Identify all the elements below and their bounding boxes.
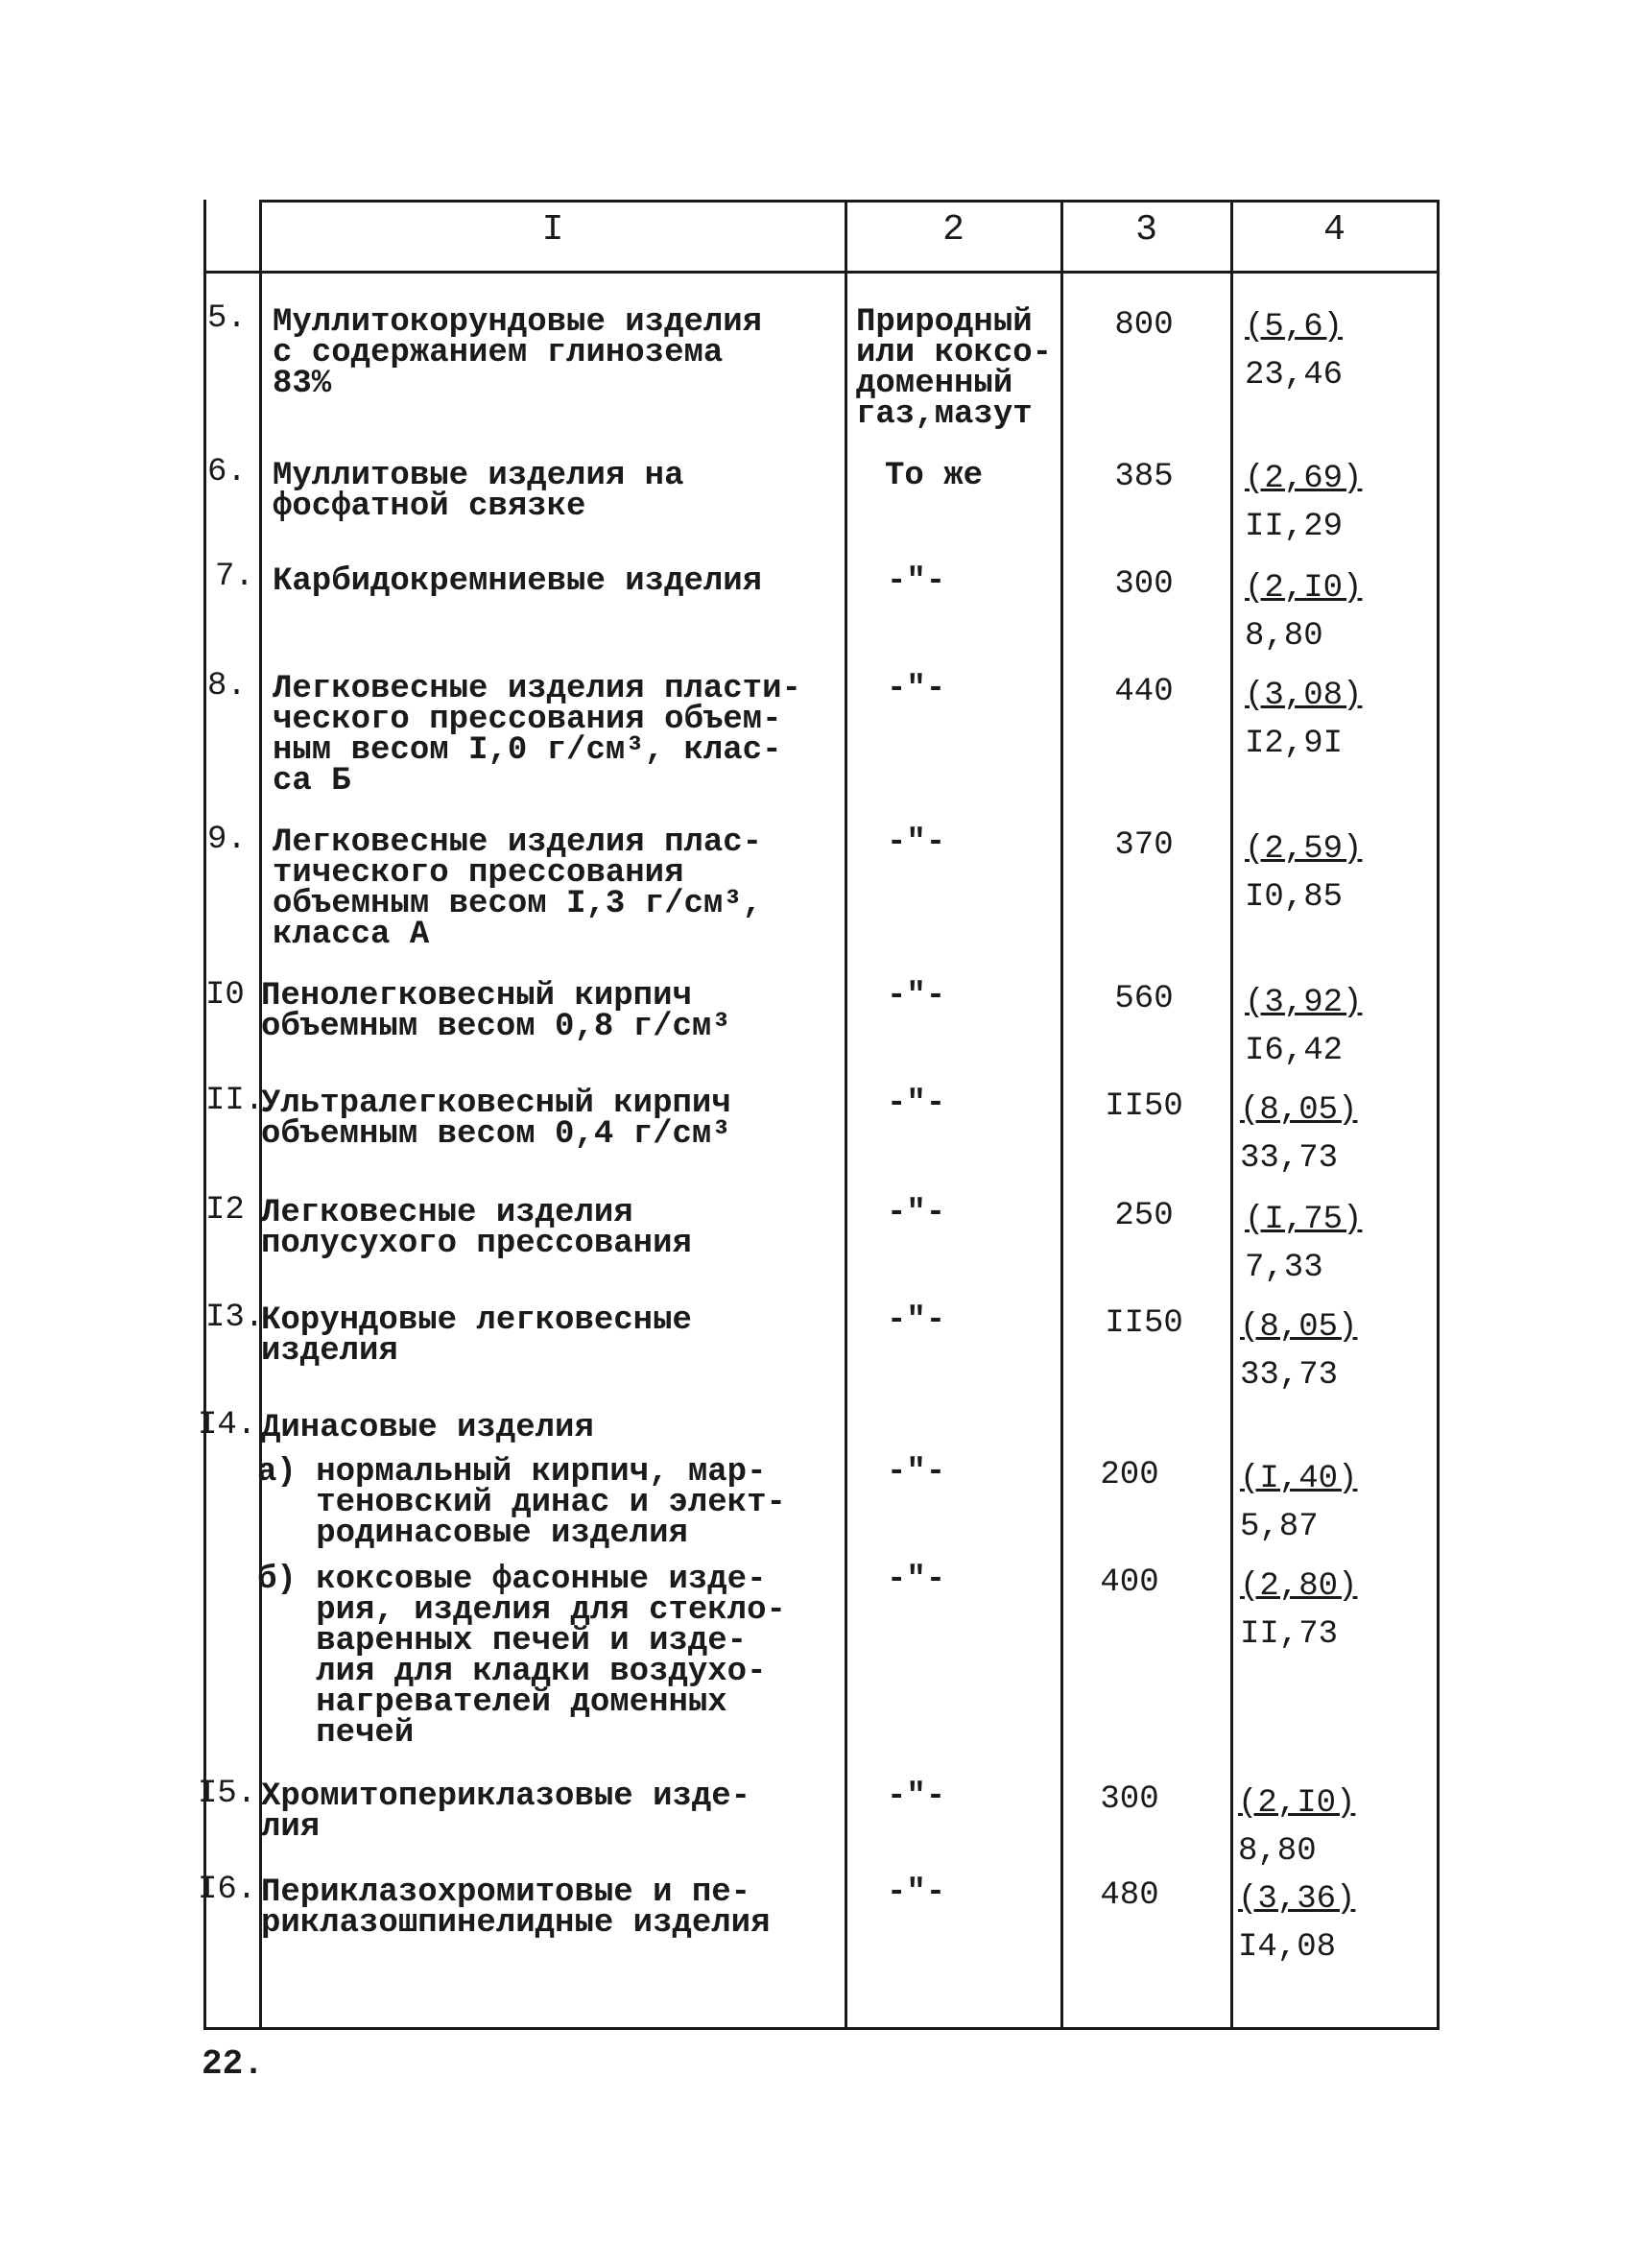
row-ratio: [1240, 1563, 1357, 1659]
row-number: 7.: [215, 559, 254, 595]
ratio-bottom: I0,85: [1245, 879, 1344, 916]
row-number: 8.: [207, 668, 247, 704]
row-number: I5.: [198, 1776, 257, 1812]
ratio-top: (3,36): [1238, 1881, 1356, 1918]
row-value: 400: [1100, 1564, 1159, 1601]
row-number: 6.: [207, 454, 247, 490]
ratio-top: (2,I0): [1238, 1785, 1356, 1822]
ratio-bottom: II,29: [1245, 509, 1344, 545]
ratio-top: (2,59): [1245, 831, 1363, 868]
ratio-bottom: I2,9I: [1245, 726, 1344, 762]
header-col-3: 3: [1135, 209, 1157, 251]
ratio-bottom: I6,42: [1245, 1033, 1344, 1069]
row-number: 9.: [207, 822, 247, 858]
row-fuel: -"-: [887, 563, 946, 600]
ratio-bottom: II,73: [1240, 1616, 1339, 1653]
page-number: 22.: [202, 2044, 264, 2084]
row-name: б) коксовые фасонные изде- рия, изделия для стекло- варенных печей и изде- лия для кладки воздухо- нагревателей доменных печей: [257, 1562, 786, 1752]
row-name: Муллитовые изделия на фосфатной связке: [273, 458, 684, 525]
ratio-bottom: 8,80: [1238, 1833, 1317, 1870]
row-value: 385: [1114, 459, 1174, 495]
row-ratio: [1245, 455, 1362, 551]
col-1-divider: [845, 200, 847, 2030]
row-name: Динасовые изделия: [261, 1410, 594, 1446]
row-name: Карбидокремниевые изделия: [273, 563, 763, 600]
row-number: I2: [205, 1192, 245, 1229]
row-fuel: -"-: [887, 1195, 946, 1231]
ratio-top: (I,75): [1245, 1202, 1363, 1238]
row-value: 370: [1114, 827, 1174, 864]
row-value: 800: [1114, 307, 1174, 344]
row-number: I4.: [198, 1407, 257, 1444]
col-3-divider: [1230, 200, 1233, 2030]
row-ratio: [1245, 979, 1362, 1075]
row-fuel: -"-: [887, 978, 946, 1015]
table-top-border: [261, 200, 1440, 203]
row-fuel: -"-: [887, 1302, 946, 1339]
ratio-bottom: 8,80: [1245, 618, 1323, 655]
row-fuel: -"-: [887, 1874, 946, 1911]
table-bottom-border: [203, 2027, 1440, 2030]
ratio-top: (5,6): [1245, 309, 1344, 346]
ratio-bottom: I4,08: [1238, 1929, 1337, 1966]
row-ratio: [1245, 672, 1362, 768]
ratio-top: (3,08): [1245, 678, 1363, 714]
row-ratio: [1245, 1196, 1362, 1292]
row-value: II50: [1105, 1088, 1183, 1125]
row-number: I3.: [205, 1300, 265, 1336]
row-value: 250: [1114, 1198, 1174, 1234]
ratio-top: (8,05): [1240, 1092, 1358, 1129]
ratio-top: (8,05): [1240, 1309, 1358, 1346]
row-value: 300: [1114, 566, 1174, 603]
data-table: [198, 200, 1440, 2030]
row-ratio: [1245, 564, 1362, 660]
table-right-border: [1437, 200, 1440, 2030]
row-number: 5.: [207, 300, 247, 337]
ratio-bottom: 33,73: [1240, 1357, 1339, 1394]
ratio-top: (I,40): [1240, 1461, 1358, 1497]
header-col-4: 4: [1323, 209, 1345, 251]
ratio-bottom: 7,33: [1245, 1250, 1323, 1286]
row-value: 440: [1114, 674, 1174, 710]
row-name: Корундовые легковесные изделия: [261, 1302, 692, 1370]
row-fuel: -"-: [887, 1086, 946, 1122]
ratio-bottom: 33,73: [1240, 1140, 1339, 1177]
row-name: а) нормальный кирпич, мар- теновский динас и элект- родинасовые изделия: [257, 1454, 786, 1552]
row-name: Легковесные изделия плас- тического прессования объемным весом I,3 г/см³, класса А: [273, 824, 763, 953]
row-ratio: [1245, 825, 1362, 921]
row-ratio: [1240, 1086, 1357, 1182]
row-ratio: [1238, 1875, 1355, 1971]
ratio-top: (2,69): [1245, 461, 1363, 497]
ratio-bottom: 5,87: [1240, 1509, 1319, 1545]
ratio-bottom: 23,46: [1245, 357, 1344, 394]
row-value: 480: [1100, 1877, 1159, 1914]
ratio-top: (2,I0): [1245, 570, 1363, 607]
row-value: 300: [1100, 1781, 1159, 1818]
row-ratio: [1238, 1779, 1355, 1875]
ratio-top: (2,80): [1240, 1568, 1358, 1605]
row-ratio: [1245, 303, 1343, 399]
header-col-1: I: [541, 209, 564, 251]
row-name: Легковесные изделия пласти- ческого прессования объем- ным весом I,0 г/см³, клас- са Б: [273, 671, 801, 800]
header-col-2: 2: [942, 209, 964, 251]
row-number: I6.: [198, 1872, 257, 1908]
row-value: 200: [1100, 1457, 1159, 1493]
row-name: Муллитокорундовые изделия с содержанием глинозема 83%: [273, 304, 763, 402]
row-ratio: [1240, 1303, 1357, 1399]
row-value: 560: [1114, 981, 1174, 1017]
row-name: Периклазохромитовые и пе- риклазошпинелидные изделия: [261, 1874, 771, 1942]
row-fuel: То же: [885, 458, 984, 494]
row-name: Пенолегковесный кирпич объемным весом 0,8 г/см³: [261, 978, 731, 1045]
ratio-top: (3,92): [1245, 985, 1363, 1021]
row-fuel: -"-: [887, 1454, 946, 1491]
row-fuel: -"-: [887, 1562, 946, 1598]
row-name: Ультралегковесный кирпич объемным весом 0,4 г/см³: [261, 1086, 731, 1153]
row-fuel: -"-: [887, 824, 946, 861]
row-fuel: -"-: [887, 671, 946, 707]
row-value: II50: [1105, 1305, 1183, 1342]
row-name: Хромитопериклазовые изде- лия: [261, 1779, 751, 1846]
row-ratio: [1240, 1455, 1357, 1551]
header-bottom-border: [203, 271, 1440, 274]
row-number: II.: [205, 1083, 265, 1119]
row-fuel: Природный или коксо- доменный газ,мазут: [856, 304, 1053, 433]
row-name: Легковесные изделия полусухого прессования: [261, 1195, 692, 1262]
row-fuel: -"-: [887, 1779, 946, 1815]
row-number: I0: [205, 977, 245, 1014]
